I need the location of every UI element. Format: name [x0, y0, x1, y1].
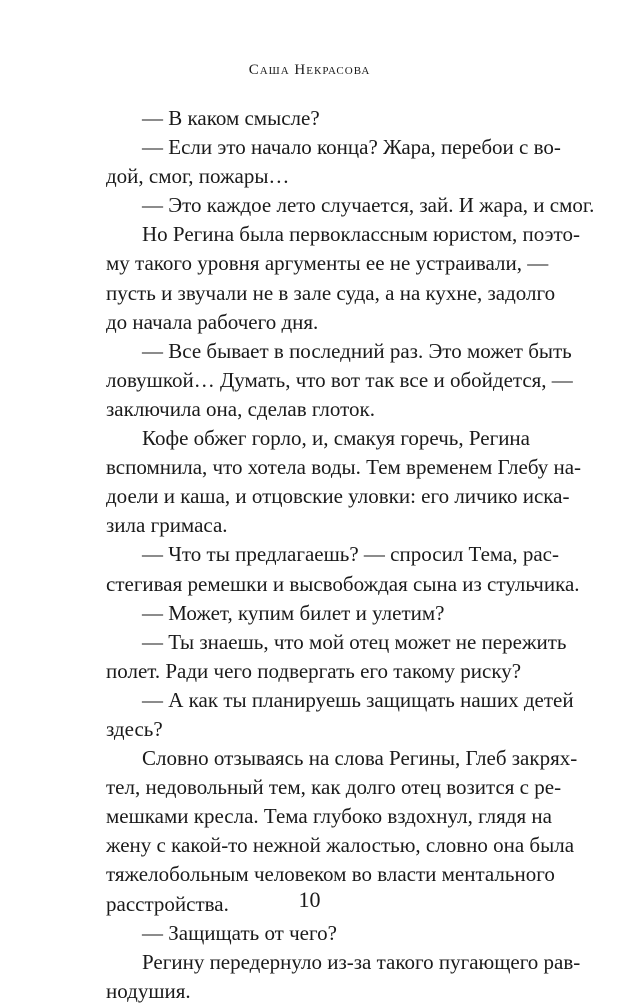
text-line: стегивая ремешки и высвобождая сына из стульчика.	[106, 571, 580, 596]
text-line: — Ты знаешь, что мой отец может не пережить	[142, 629, 567, 654]
text-line: Регину передернуло из-за такого пугающего рав-	[142, 949, 581, 974]
text-line: — В каком смысле?	[142, 106, 320, 130]
text-line: мешками кресла. Тема глубоко вздохнул, глядя на	[106, 804, 552, 829]
text-line: — Может, купим билет и улетим?	[142, 600, 445, 625]
text-line: му такого уровня аргументы ее не устраивали, —	[106, 251, 549, 276]
text-line: жену с какой-то нежной жалостью, словно она была	[106, 833, 575, 858]
text-line: Но Регина была первоклассным юристом, поэто-	[142, 222, 580, 247]
text-line: нодушия.	[106, 978, 191, 1003]
text-line: — Что ты предлагаешь? — спросил Тема, рас-	[142, 542, 559, 567]
text-line: ловушкой… Думать, что вот так все и обойдется, —	[106, 367, 573, 392]
text-line: зила гримаса.	[106, 513, 228, 538]
text-line: Словно отзываясь на слова Регины, Глеб закрях-	[142, 746, 578, 771]
text-line: — А как ты планируешь защищать наших детей	[142, 687, 574, 712]
text-line: расстройства.	[106, 891, 229, 916]
text-line: — Все бывает в последний раз. Это может быть	[142, 338, 572, 363]
running-head: Саша Некрасова	[248, 62, 371, 78]
text-line: доели и каша, и отцовские уловки: его личико иска-	[106, 484, 570, 509]
text-line: до начала рабочего дня.	[106, 309, 319, 334]
text-line: пусть и звучали не в зале суда, а на кухне, задолго	[106, 280, 556, 305]
text-line: — Защищать от чего?	[142, 920, 337, 945]
page-number: 10	[298, 887, 321, 912]
text-line: заключила она, сделав глоток.	[106, 396, 375, 421]
body-text	[106, 104, 595, 1006]
text-line: тяжелобольным человеком во власти ментального	[106, 862, 555, 887]
text-line: тел, недовольный тем, как долго отец возится с ре-	[106, 775, 562, 800]
text-line: полет. Ради чего подвергать его такому риску?	[106, 658, 522, 683]
text-line: — Если это начало конца? Жара, перебои с во-	[142, 135, 561, 160]
text-line: Кофе обжег горло, и, смакуя горечь, Регина	[142, 426, 530, 451]
text-line: — Это каждое лето случается, зай. И жара, и смог.	[142, 193, 595, 218]
text-line: дой, смог, пожары…	[106, 164, 290, 189]
text-line: вспомнила, что хотела воды. Тем временем Глебу на-	[106, 455, 582, 480]
text-line: здесь?	[106, 716, 163, 741]
